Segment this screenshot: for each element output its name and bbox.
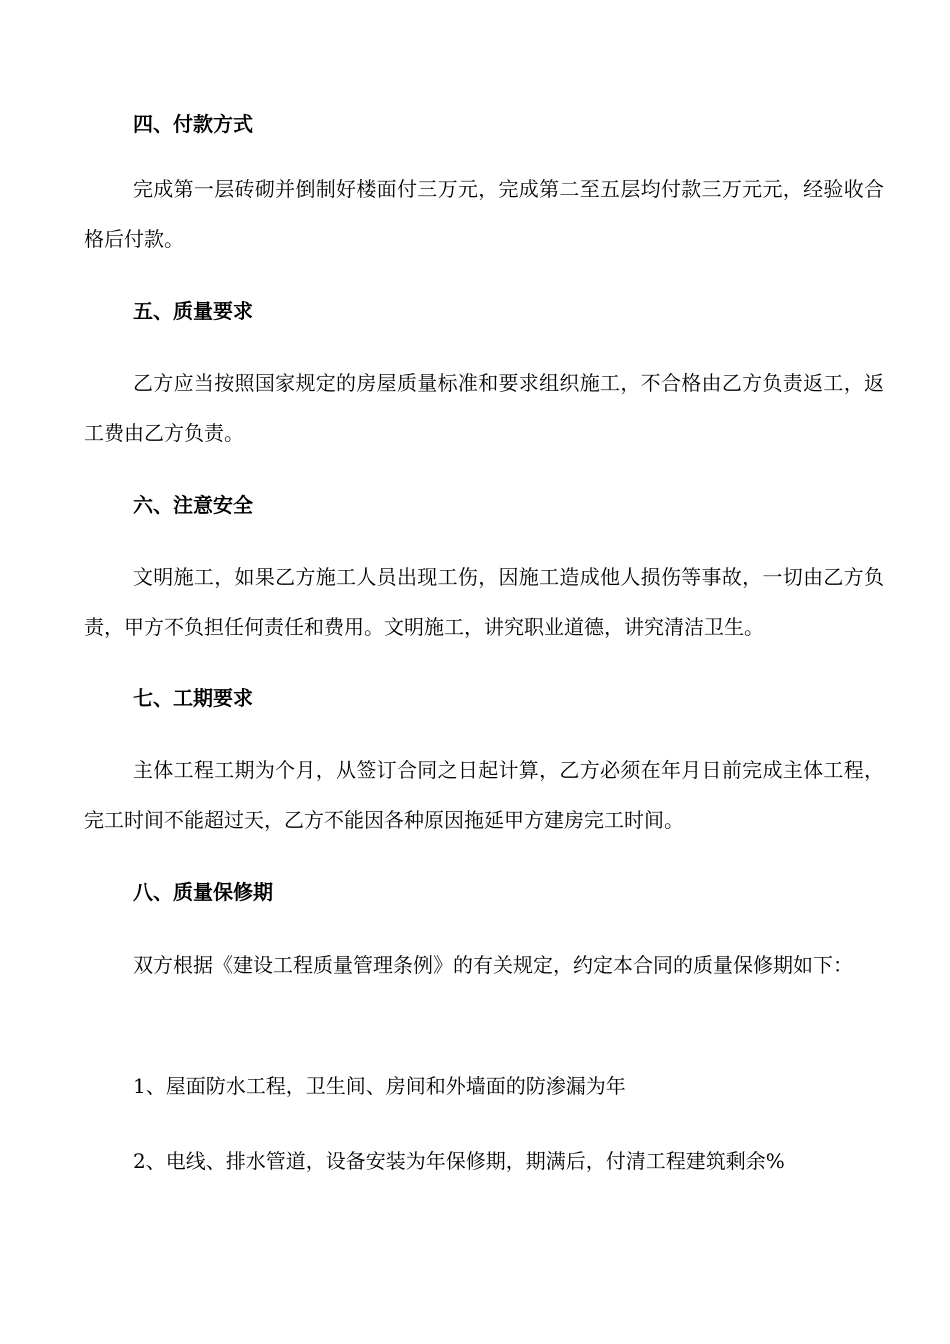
section-body-schedule: 主体工程工期为个月，从签订合同之日起计算，乙方必须在年月日前完成主体工程，完工时间不能超过天，乙方不能因各种原因拖延甲方建房完工时间。 [84, 758, 884, 832]
section-heading-schedule: 七、工期要求 [133, 686, 253, 710]
list-item: 1、屋面防水工程，卫生间、房间和外墙面的防渗漏为年 [133, 1074, 626, 1098]
section-heading-warranty: 八、质量保修期 [133, 880, 273, 904]
section-body-safety: 文明施工，如果乙方施工人员出现工伤，因施工造成他人损伤等事故，一切由乙方负责，甲方不负担任何责任和费用。文明施工，讲究职业道德，讲究清洁卫生。 [84, 565, 884, 639]
section-body-payment: 完成第一层砖砌并倒制好楼面付三万元，完成第二至五层均付款三万元元，经验收合格后付款。 [84, 177, 884, 251]
section-body-warranty: 双方根据《建设工程质量管理条例》的有关规定，约定本合同的质量保修期如下： [133, 953, 853, 977]
section-heading-quality: 五、质量要求 [133, 299, 253, 323]
section-heading-safety: 六、注意安全 [133, 493, 253, 517]
section-body-quality: 乙方应当按照国家规定的房屋质量标准和要求组织施工，不合格由乙方负责返工，返工费由乙方负责。 [84, 371, 884, 445]
list-item: 2、电线、排水管道，设备安装为年保修期，期满后，付清工程建筑剩余% [133, 1149, 785, 1173]
section-heading-payment: 四、付款方式 [133, 112, 253, 136]
